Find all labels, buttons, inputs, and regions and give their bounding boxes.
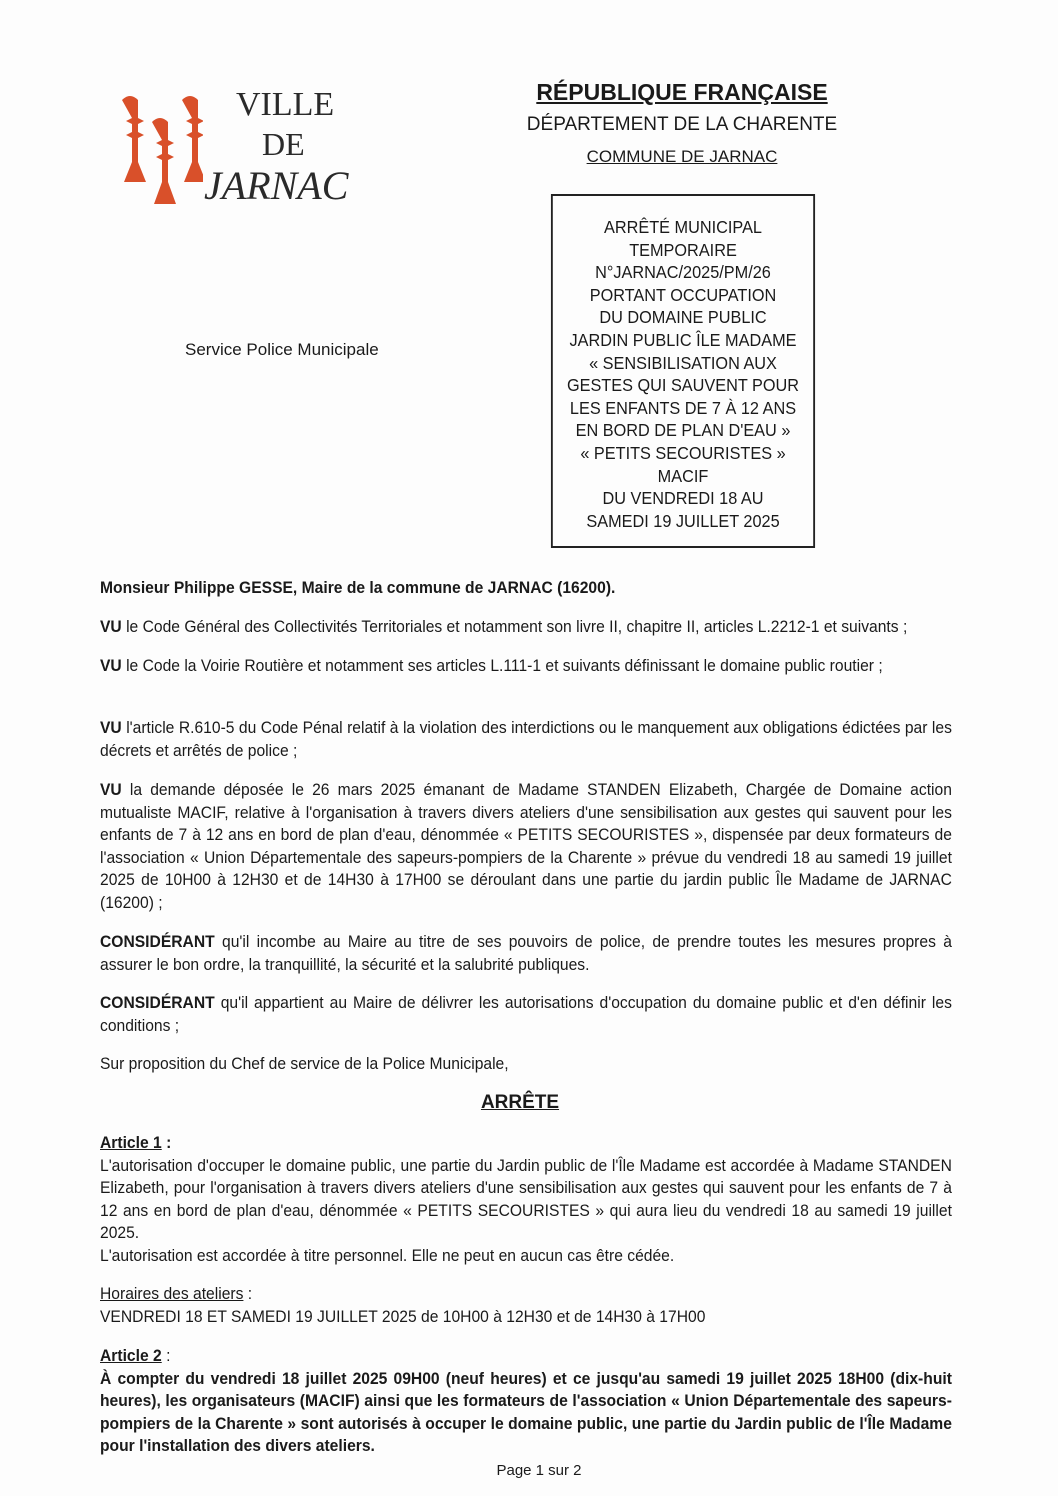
- article-2-colon: :: [161, 1346, 171, 1365]
- article-1-title: Article 1: [100, 1133, 162, 1152]
- decree-title-box: [551, 194, 815, 548]
- recital-text: l'article R.610-5 du Code Pénal relatif à la violation des interdictions ou le manquement aux obligations édictées par les décrets et arrêtés de police ;: [100, 718, 952, 760]
- article-1: [100, 1132, 952, 1328]
- title-box-line: GESTES QUI SAUVENT POUR: [566, 375, 800, 396]
- logo-line-jarnac: JARNAC: [204, 163, 349, 208]
- country-heading: RÉPUBLIQUE FRANÇAISE: [536, 79, 828, 105]
- recital-1: [100, 616, 952, 639]
- recital-lead: VU: [100, 718, 122, 737]
- recital-text: qu'il incombe au Maire au titre de ses pouvoirs de police, de prendre toutes les mesures propres à assurer le bon ordre, la tranquillité, la sécurité et la salubrité publiques.: [100, 932, 952, 974]
- recital-lead: VU: [100, 617, 122, 636]
- recital-text: le Code la Voirie Routière et notamment ses articles L.111-1 et suivants définissant le domaine public routier ;: [121, 656, 883, 675]
- article-1-text: L'autorisation d'occuper le domaine public, une partie du Jardin public de l'Île Madame est accordée à Madame STANDEN Elizabeth, pour l'organisation à travers divers ateliers d'une sensibilisation aux gestes qui sauvent pour les enfants de 7 à 12 ans en bord de plan d'eau, dénommée « PETITS SECOURISTES » qui aura lieu du vendredi 18 au samedi 19 juillet 2025.: [100, 1155, 952, 1242]
- article-2: [100, 1345, 952, 1458]
- article-1-colon: :: [161, 1133, 172, 1152]
- title-box-line: N°JARNAC/2025/PM/26: [595, 262, 771, 283]
- article-2-title: Article 2: [100, 1346, 162, 1365]
- decree-heading: ARRÊTE: [480, 1092, 560, 1113]
- recital-lead: CONSIDÉRANT: [100, 993, 215, 1012]
- recital-text: la demande déposée le 26 mars 2025 émanant de Madame STANDEN Elizabeth, Chargée de Domaine action mutualiste MACIF, relative à l'organisation à travers divers ateliers d'une sensibilisation aux gestes qui sauvent pour les enfants de 7 à 12 ans en bord de plan d'eau, dénommée « PETITS SECOURISTES », dispensée par deux formateurs de l'association « Union Départementale des sapeurs-pompiers de la Charente » prévue du vendredi 18 au samedi 19 juillet 2025 de 10H00 à 12H30 et de 14H30 à 17H00 se déroulant dans une partie du jardin public Île Madame de JARNAC (16200) ;: [100, 780, 952, 912]
- title-box-line: LES ENFANTS DE 7 À 12 ANS: [569, 397, 797, 418]
- logo-line-de: DE: [262, 126, 305, 162]
- recital-4: [100, 779, 952, 914]
- title-box-line: « PETITS SECOURISTES »: [580, 442, 786, 463]
- recital-2: [100, 655, 952, 678]
- department-heading: DÉPARTEMENT DE LA CHARENTE: [526, 114, 838, 135]
- hours-colon: :: [243, 1284, 253, 1303]
- recital-lead: VU: [100, 780, 122, 799]
- mayor-statement: Monsieur Philippe GESSE, Maire de la commune de JARNAC (16200).: [100, 578, 616, 597]
- recital-3: [100, 717, 952, 762]
- title-box-line: SAMEDI 19 JUILLET 2025: [586, 510, 780, 531]
- logo-line-ville: VILLE: [236, 86, 335, 123]
- hours-value: VENDREDI 18 ET SAMEDI 19 JUILLET 2025 de 10H00 à 12H30 et de 14H30 à 17H00: [100, 1306, 706, 1326]
- page-number: Page 1 sur 2: [496, 1462, 582, 1479]
- recital-7: [100, 1053, 952, 1076]
- service-label: Service Police Municipale: [185, 340, 379, 359]
- title-box-line: DU DOMAINE PUBLIC: [599, 307, 767, 328]
- title-box-line: JARDIN PUBLIC ÎLE MADAME: [569, 329, 797, 350]
- fish-emblem-icon: [108, 92, 203, 207]
- title-box-line: DU VENDREDI 18 AU: [602, 488, 764, 509]
- title-box-line: EN BORD DE PLAN D'EAU »: [575, 420, 791, 441]
- title-box-line: MACIF: [657, 465, 709, 486]
- article-2-text: À compter du vendredi 18 juillet 2025 09H00 (neuf heures) et ce jusqu'au samedi 19 juillet 2025 18H00 (dix-huit heures), les organisateurs (MACIF) ainsi que les formateurs de l'association « Union Départementale des sapeurs-pompiers de la Charente » sont autorisés à occuper le domaine public, une partie du Jardin public de l'Île Madame pour l'installation des divers ateliers.: [100, 1368, 952, 1455]
- recital-text: qu'il appartient au Maire de délivrer les autorisations d'occupation du domaine public et d'en définir les conditions ;: [100, 993, 952, 1035]
- recital-6: [100, 992, 952, 1037]
- jarnac-logo: [108, 86, 378, 232]
- title-box-line: PORTANT OCCUPATION: [589, 284, 777, 305]
- hours-label: Horaires des ateliers: [100, 1284, 244, 1303]
- commune-heading: COMMUNE DE JARNAC: [586, 147, 778, 166]
- recital-5: [100, 931, 952, 976]
- recital-lead: CONSIDÉRANT: [100, 932, 215, 951]
- recital-lead: VU: [100, 656, 122, 675]
- recital-text: le Code Général des Collectivités Territoriales et notamment son livre II, chapitre II, articles L.2212-1 et suivants ;: [121, 617, 908, 636]
- recital-text: Sur proposition du Chef de service de la Police Municipale,: [100, 1054, 509, 1073]
- title-box-line: TEMPORAIRE: [629, 239, 737, 260]
- title-box-line: « SENSIBILISATION AUX: [589, 352, 777, 373]
- title-box-line: ARRÊTÉ MUNICIPAL: [604, 217, 762, 237]
- article-1-text-2: L'autorisation est accordée à titre personnel. Elle ne peut en aucun cas être cédée.: [100, 1245, 675, 1265]
